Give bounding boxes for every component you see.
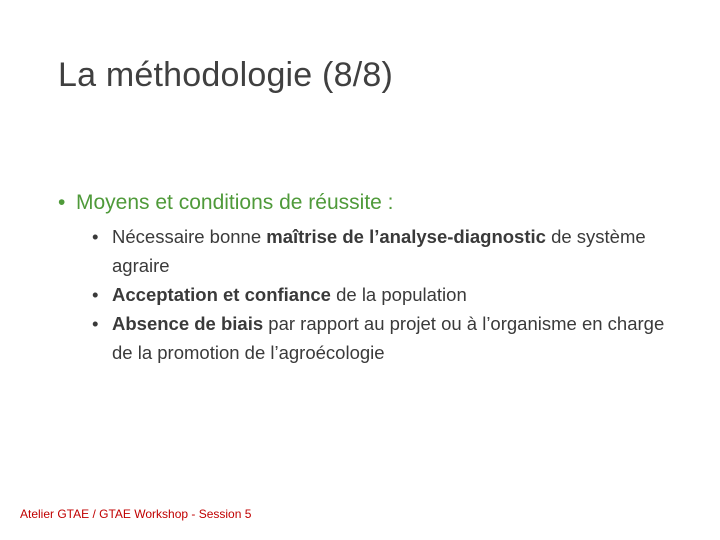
text-run-bold: Acceptation et confiance — [112, 284, 331, 305]
text-run: de la population — [330, 284, 467, 305]
section-heading-row — [58, 188, 678, 218]
list-item — [92, 280, 678, 309]
text-run: par rapport au projet ou à l’organisme en charge de la promotion de l’agroécologie — [112, 313, 665, 363]
slide-content — [58, 188, 678, 367]
text-run-bold: maîtrise de l’analyse-diagnostic — [266, 226, 546, 247]
section-heading: Moyens et conditions de réussite : — [76, 191, 394, 214]
list-item-text — [112, 222, 678, 280]
bullet-icon: • — [92, 284, 99, 305]
text-run-bold: Absence de biais — [112, 313, 264, 334]
list-item-text — [112, 309, 678, 367]
bullet-list — [92, 222, 678, 367]
bullet-icon: • — [58, 191, 66, 214]
slide-title: La méthodologie (8/8) — [58, 56, 393, 94]
slide-footer: Atelier GTAE / GTAE Workshop - Session 5 — [20, 507, 252, 521]
bullet-icon: • — [92, 226, 99, 247]
list-item — [92, 309, 678, 367]
list-item-text — [112, 280, 678, 309]
text-run: de système agraire — [112, 226, 646, 276]
list-item — [92, 222, 678, 280]
text-run: Nécessaire bonne — [112, 226, 267, 247]
bullet-icon: • — [92, 313, 99, 334]
